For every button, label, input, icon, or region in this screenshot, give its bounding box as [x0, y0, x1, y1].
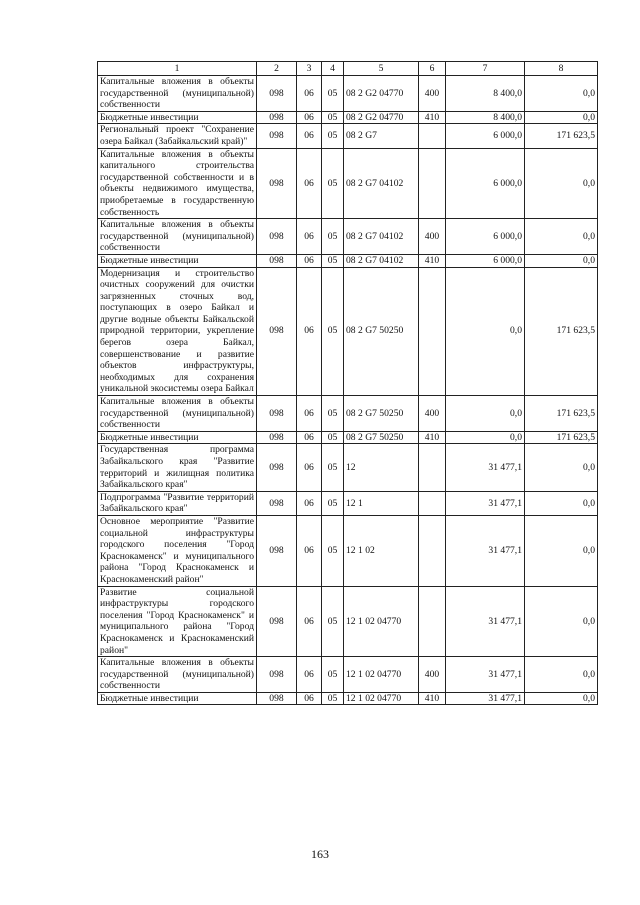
ministry-code-cell: 098 [257, 657, 297, 693]
subsection-code-cell: 05 [322, 657, 344, 693]
ministry-code-cell: 098 [257, 692, 297, 705]
section-code-cell: 06 [297, 111, 322, 124]
section-code-cell: 06 [297, 267, 322, 396]
amount-2-cell: 171 623,5 [525, 396, 598, 432]
ministry-code-cell: 098 [257, 219, 297, 255]
table-row [98, 657, 598, 693]
target-article-cell: 12 1 02 [344, 515, 419, 586]
target-article-cell: 08 2 G7 04102 [344, 219, 419, 255]
expense-type-cell [419, 491, 446, 515]
budget-table [97, 61, 598, 705]
subsection-code-cell: 05 [322, 515, 344, 586]
amount-2-cell: 0,0 [525, 586, 598, 657]
page-number: 163 [311, 847, 329, 861]
subsection-code-cell: 05 [322, 692, 344, 705]
table-row [98, 515, 598, 586]
section-code-cell: 06 [297, 254, 322, 267]
row-name-cell: Бюджетные инвестиции [98, 692, 257, 705]
subsection-code-cell: 05 [322, 431, 344, 444]
section-code-cell: 06 [297, 444, 322, 491]
column-header: 2 [257, 62, 297, 76]
row-name-cell: Капитальные вложения в объекты государственной (муниципальной) собственности [98, 657, 257, 693]
target-article-cell: 12 1 02 04770 [344, 586, 419, 657]
target-article-cell: 08 2 G7 50250 [344, 431, 419, 444]
ministry-code-cell: 098 [257, 76, 297, 112]
expense-type-cell [419, 586, 446, 657]
row-name-cell: Капитальные вложения в объекты государственной (муниципальной) собственности [98, 76, 257, 112]
amount-2-cell: 0,0 [525, 515, 598, 586]
expense-type-cell [419, 515, 446, 586]
ministry-code-cell: 098 [257, 396, 297, 432]
expense-type-cell: 400 [419, 76, 446, 112]
amount-1-cell: 6 000,0 [446, 124, 525, 148]
column-header: 7 [446, 62, 525, 76]
row-name-cell: Бюджетные инвестиции [98, 431, 257, 444]
expense-type-cell: 410 [419, 111, 446, 124]
ministry-code-cell: 098 [257, 444, 297, 491]
ministry-code-cell: 098 [257, 148, 297, 219]
amount-1-cell: 31 477,1 [446, 444, 525, 491]
target-article-cell: 08 2 G7 50250 [344, 267, 419, 396]
target-article-cell: 08 2 G7 [344, 124, 419, 148]
subsection-code-cell: 05 [322, 219, 344, 255]
section-code-cell: 06 [297, 148, 322, 219]
section-code-cell: 06 [297, 657, 322, 693]
target-article-cell: 12 [344, 444, 419, 491]
amount-1-cell: 0,0 [446, 267, 525, 396]
table-row [98, 124, 598, 148]
section-code-cell: 06 [297, 692, 322, 705]
amount-2-cell: 0,0 [525, 219, 598, 255]
amount-1-cell: 8 400,0 [446, 76, 525, 112]
amount-1-cell: 0,0 [446, 396, 525, 432]
subsection-code-cell: 05 [322, 491, 344, 515]
ministry-code-cell: 098 [257, 254, 297, 267]
subsection-code-cell: 05 [322, 586, 344, 657]
table-row [98, 692, 598, 705]
table-row [98, 111, 598, 124]
target-article-cell: 08 2 G7 04102 [344, 254, 419, 267]
ministry-code-cell: 098 [257, 515, 297, 586]
subsection-code-cell: 05 [322, 396, 344, 432]
expense-type-cell [419, 148, 446, 219]
target-article-cell: 08 2 G2 04770 [344, 111, 419, 124]
subsection-code-cell: 05 [322, 267, 344, 396]
expense-type-cell [419, 444, 446, 491]
table-row [98, 267, 598, 396]
row-name-cell: Государственная программа Забайкальского края "Развитие территорий и жилищная политика Забайкальского края" [98, 444, 257, 491]
row-name-cell: Подпрограмма "Развитие территорий Забайкальского края" [98, 491, 257, 515]
amount-1-cell: 31 477,1 [446, 692, 525, 705]
subsection-code-cell: 05 [322, 76, 344, 112]
amount-2-cell: 171 623,5 [525, 124, 598, 148]
column-header: 3 [297, 62, 322, 76]
amount-2-cell: 0,0 [525, 148, 598, 219]
section-code-cell: 06 [297, 515, 322, 586]
expense-type-cell: 410 [419, 692, 446, 705]
target-article-cell: 12 1 02 04770 [344, 657, 419, 693]
column-header: 8 [525, 62, 598, 76]
expense-type-cell: 400 [419, 657, 446, 693]
expense-type-cell: 410 [419, 431, 446, 444]
ministry-code-cell: 098 [257, 111, 297, 124]
table-row [98, 76, 598, 112]
row-name-cell: Региональный проект "Сохранение озера Байкал (Забайкальский край)" [98, 124, 257, 148]
table-row [98, 444, 598, 491]
section-code-cell: 06 [297, 124, 322, 148]
table-row [98, 219, 598, 255]
target-article-cell: 08 2 G7 50250 [344, 396, 419, 432]
ministry-code-cell: 098 [257, 586, 297, 657]
row-name-cell: Основное мероприятие "Развитие социальной инфраструктуры городского поселения "Город Краснокаменск" и муниципального района "Город Краснокаменск и Краснокаменский район" [98, 515, 257, 586]
expense-type-cell [419, 124, 446, 148]
amount-1-cell: 31 477,1 [446, 515, 525, 586]
section-code-cell: 06 [297, 431, 322, 444]
row-name-cell: Развитие социальной инфраструктуры городского поселения "Город Краснокаменск" и муниципального района "Город Краснокаменск и Краснокаменский район" [98, 586, 257, 657]
amount-2-cell: 171 623,5 [525, 431, 598, 444]
expense-type-cell: 410 [419, 254, 446, 267]
ministry-code-cell: 098 [257, 491, 297, 515]
target-article-cell: 08 2 G7 04102 [344, 148, 419, 219]
amount-2-cell: 0,0 [525, 444, 598, 491]
row-name-cell: Бюджетные инвестиции [98, 111, 257, 124]
amount-1-cell: 6 000,0 [446, 219, 525, 255]
amount-2-cell: 0,0 [525, 111, 598, 124]
table-row [98, 148, 598, 219]
target-article-cell: 12 1 [344, 491, 419, 515]
target-article-cell: 08 2 G2 04770 [344, 76, 419, 112]
ministry-code-cell: 098 [257, 431, 297, 444]
column-header: 5 [344, 62, 419, 76]
ministry-code-cell: 098 [257, 124, 297, 148]
row-name-cell: Модернизация и строительство очистных сооружений для очистки загрязненных сточных вод, поступающих в озеро Байкал и другие водные объекты Байкальской природной территории, укрепление берегов озера Байкал, совершенствование и развитие объектов инфраструктуры, необходимых для сохранения уникальной экосистемы озера Байкал [98, 267, 257, 396]
amount-2-cell: 0,0 [525, 491, 598, 515]
subsection-code-cell: 05 [322, 124, 344, 148]
section-code-cell: 06 [297, 219, 322, 255]
row-name-cell: Капитальные вложения в объекты капитального строительства государственной собственности и в объекты недвижимого имущества, приобретаемые в государственную собственность [98, 148, 257, 219]
section-code-cell: 06 [297, 491, 322, 515]
subsection-code-cell: 05 [322, 111, 344, 124]
amount-2-cell: 0,0 [525, 692, 598, 705]
expense-type-cell [419, 267, 446, 396]
table-row [98, 396, 598, 432]
amount-1-cell: 31 477,1 [446, 491, 525, 515]
column-header: 4 [322, 62, 344, 76]
amount-1-cell: 0,0 [446, 431, 525, 444]
subsection-code-cell: 05 [322, 254, 344, 267]
row-name-cell: Бюджетные инвестиции [98, 254, 257, 267]
amount-1-cell: 31 477,1 [446, 657, 525, 693]
table-row [98, 431, 598, 444]
amount-2-cell: 171 623,5 [525, 267, 598, 396]
amount-1-cell: 6 000,0 [446, 148, 525, 219]
expense-type-cell: 400 [419, 219, 446, 255]
amount-1-cell: 6 000,0 [446, 254, 525, 267]
column-header: 1 [98, 62, 257, 76]
amount-2-cell: 0,0 [525, 76, 598, 112]
amount-2-cell: 0,0 [525, 254, 598, 267]
expense-type-cell: 400 [419, 396, 446, 432]
section-code-cell: 06 [297, 396, 322, 432]
row-name-cell: Капитальные вложения в объекты государственной (муниципальной) собственности [98, 219, 257, 255]
section-code-cell: 06 [297, 76, 322, 112]
row-name-cell: Капитальные вложения в объекты государственной (муниципальной) собственности [98, 396, 257, 432]
target-article-cell: 12 1 02 04770 [344, 692, 419, 705]
ministry-code-cell: 098 [257, 267, 297, 396]
amount-1-cell: 31 477,1 [446, 586, 525, 657]
amount-2-cell: 0,0 [525, 657, 598, 693]
table-header-row [98, 62, 598, 76]
amount-1-cell: 8 400,0 [446, 111, 525, 124]
table-row [98, 586, 598, 657]
subsection-code-cell: 05 [322, 444, 344, 491]
table-row [98, 491, 598, 515]
table-row [98, 254, 598, 267]
column-header: 6 [419, 62, 446, 76]
subsection-code-cell: 05 [322, 148, 344, 219]
section-code-cell: 06 [297, 586, 322, 657]
table-body [98, 76, 598, 705]
